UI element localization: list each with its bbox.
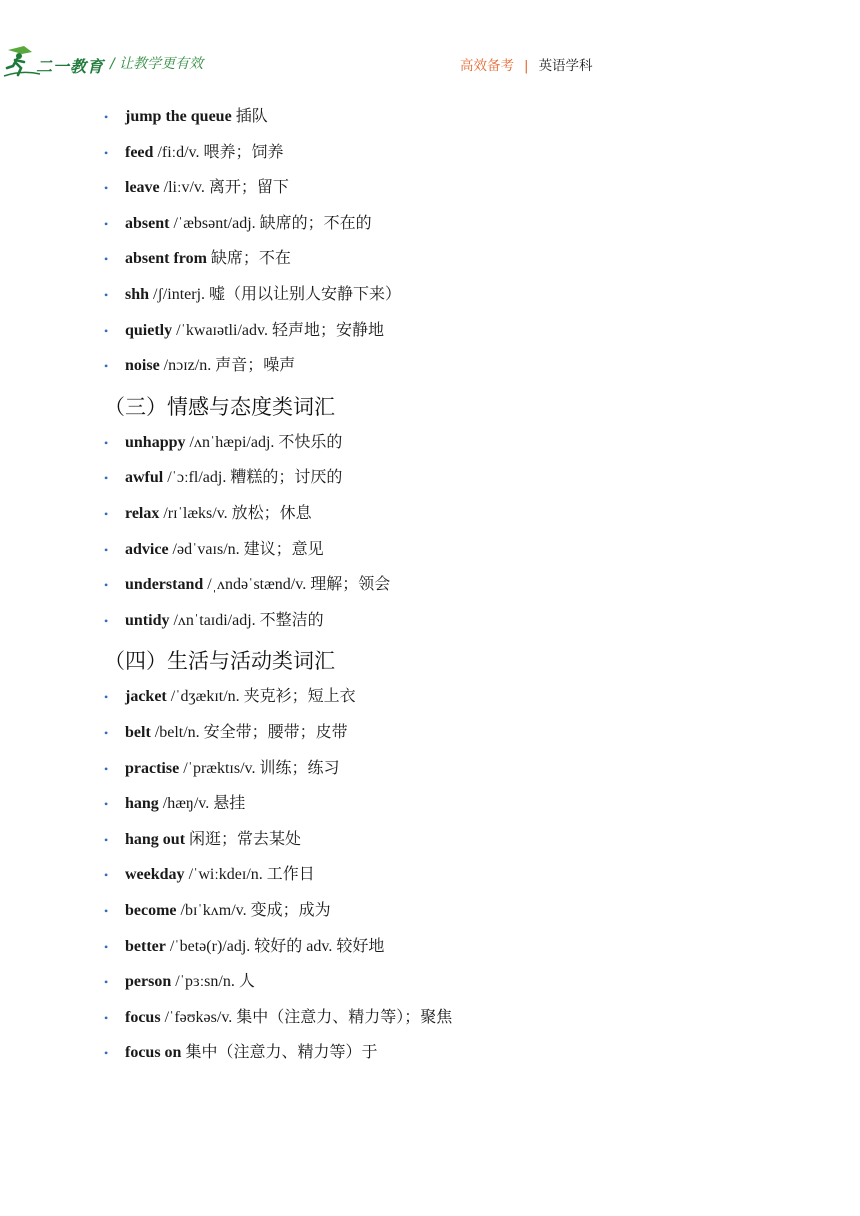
vocab-word: noise	[125, 357, 160, 375]
vocab-item	[104, 609, 324, 633]
bullet-icon: •	[104, 435, 109, 450]
bullet-icon: •	[104, 726, 109, 740]
vocab-definition: /ədˈvaɪs/n. 建议；意见	[168, 540, 324, 558]
header-tag-subject: 英语学科	[538, 58, 593, 74]
vocab-item	[104, 538, 324, 562]
vocab-definition: /belt/n. 安全带；腰带；皮带	[150, 724, 348, 741]
bullet-icon: •	[104, 761, 109, 776]
vocab-word: weekday	[125, 866, 185, 884]
bullet-icon: •	[104, 578, 109, 593]
vocab-item	[104, 970, 255, 994]
vocab-item	[104, 212, 372, 236]
bullet-icon: •	[104, 868, 109, 883]
vocab-definition: 插队	[231, 108, 268, 125]
vocab-word: absent from	[125, 250, 207, 268]
bullet-icon: •	[104, 507, 109, 521]
vocab-definition: 集中（注意力、精力等）于	[181, 1044, 378, 1062]
vocab-item	[104, 283, 401, 307]
vocab-word: awful	[125, 469, 164, 487]
vocab-item	[104, 466, 342, 490]
vocab-item	[104, 828, 301, 852]
vocab-word: leave	[125, 179, 160, 197]
vocab-definition: /ʌnˈhæpi/adj. 不快乐的	[185, 433, 343, 451]
header-tags	[460, 54, 593, 74]
bullet-icon: •	[104, 1046, 109, 1061]
header-separator: |	[524, 58, 529, 74]
vocab-word: untidy	[125, 611, 170, 629]
bullet-icon: •	[104, 542, 109, 557]
bullet-icon: •	[104, 690, 109, 705]
vocab-word: belt	[125, 724, 151, 741]
vocab-item	[104, 573, 390, 597]
vocab-word: absent	[125, 214, 170, 232]
vocab-definition: /liːv/v. 离开；留下	[159, 179, 289, 197]
vocab-item	[104, 935, 384, 959]
vocab-word: practise	[125, 759, 180, 777]
vocab-word: hang out	[125, 830, 186, 848]
vocab-definition: /ˈpɜːsn/n. 人	[171, 973, 255, 991]
page-header	[0, 44, 860, 80]
vocab-word: hang	[125, 795, 159, 813]
bullet-icon: •	[104, 975, 109, 990]
vocab-word: unhappy	[125, 433, 186, 451]
vocab-word: focus	[125, 1008, 161, 1026]
header-tag-exam: 高效备考	[460, 58, 514, 74]
vocab-word: jump the queue	[125, 108, 232, 125]
vocab-item	[104, 1006, 452, 1030]
vocab-word: become	[125, 902, 177, 919]
vocab-definition: /ʌnˈtaɪdi/adj. 不整洁的	[169, 611, 324, 629]
vocab-word: focus on	[125, 1044, 182, 1062]
bullet-icon: •	[104, 145, 109, 160]
vocab-definition: /ˈpræktɪs/v. 训练；练习	[179, 759, 340, 777]
vocab-word: person	[125, 973, 172, 991]
vocab-item	[104, 792, 245, 816]
vocab-item	[104, 105, 268, 129]
vocab-word: shh	[125, 286, 150, 303]
vocab-word: jacket	[125, 688, 167, 706]
vocab-item	[104, 354, 295, 378]
vocab-item	[104, 1041, 377, 1065]
vocab-item	[104, 502, 312, 526]
vocab-definition: /ˈbetə(r)/adj. 较好的 adv. 较好地	[165, 937, 385, 955]
vocab-word: advice	[125, 540, 169, 558]
vocab-definition: /ʃ/interj. 嘘（用以让别人安静下来）	[149, 286, 402, 303]
bullet-icon: •	[104, 471, 109, 486]
vocab-item	[104, 176, 289, 200]
vocab-word: better	[125, 937, 166, 955]
bullet-icon: •	[104, 1010, 109, 1025]
vocab-word: feed	[125, 143, 154, 161]
vocab-word: quietly	[125, 321, 173, 339]
vocab-definition: /ˈkwaɪətli/adv. 轻声地；安静地	[172, 321, 384, 339]
bullet-icon: •	[104, 288, 109, 302]
vocab-item	[104, 899, 331, 923]
brand-name: 二一教育	[36, 57, 105, 76]
bullet-icon: •	[104, 939, 109, 954]
vocab-item	[104, 431, 342, 455]
vocab-item	[104, 319, 384, 343]
vocab-word: relax	[125, 505, 160, 522]
vocab-item	[104, 757, 340, 781]
vocab-definition: 闲逛；常去某处	[185, 830, 302, 848]
bullet-icon: •	[104, 359, 109, 374]
bullet-icon: •	[104, 904, 109, 918]
bullet-icon: •	[104, 216, 109, 231]
vocab-definition: /rɪˈlæks/v. 放松；休息	[159, 505, 312, 522]
vocab-item	[104, 247, 291, 271]
bullet-icon: •	[104, 797, 109, 812]
vocab-definition: /fiːd/v. 喂养；饲养	[153, 143, 284, 161]
vocab-definition: /nɔɪz/n. 声音；噪声	[159, 357, 296, 375]
vocab-definition: /ˈfəʊkəs/v. 集中（注意力、精力等）；聚焦	[160, 1008, 453, 1026]
bullet-icon: •	[104, 181, 109, 196]
vocab-definition: /bɪˈkʌm/v. 变成；成为	[176, 902, 331, 919]
vocab-item	[104, 141, 284, 165]
bullet-icon: •	[104, 110, 109, 124]
vocab-item	[104, 721, 348, 745]
vocab-definition: /ˈæbsənt/adj. 缺席的；不在的	[169, 214, 372, 232]
vocab-definition: 缺席；不在	[206, 250, 291, 268]
bullet-icon: •	[104, 252, 109, 267]
vocab-word: understand	[125, 576, 204, 594]
vocab-definition: /ˌʌndəˈstænd/v. 理解；领会	[203, 576, 391, 594]
vocab-item	[104, 685, 356, 709]
vocab-item	[104, 863, 315, 887]
vocab-definition: /hæŋ/v. 悬挂	[158, 795, 246, 813]
section-title-life: （四）生活与活动类词汇	[104, 649, 335, 674]
bullet-icon: •	[104, 613, 109, 628]
bullet-icon: •	[104, 323, 109, 338]
bullet-icon: •	[104, 832, 109, 847]
vocab-definition: /ˈɔːfl/adj. 糟糕的；讨厌的	[163, 469, 343, 487]
brand-slogan: / 让教学更有效	[110, 56, 204, 72]
vocab-definition: /ˈdʒækɪt/n. 夹克衫；短上衣	[166, 688, 356, 706]
section-title-emotion: （三）情感与态度类词汇	[104, 394, 335, 419]
vocab-definition: /ˈwiːkdeɪ/n. 工作日	[184, 866, 315, 884]
